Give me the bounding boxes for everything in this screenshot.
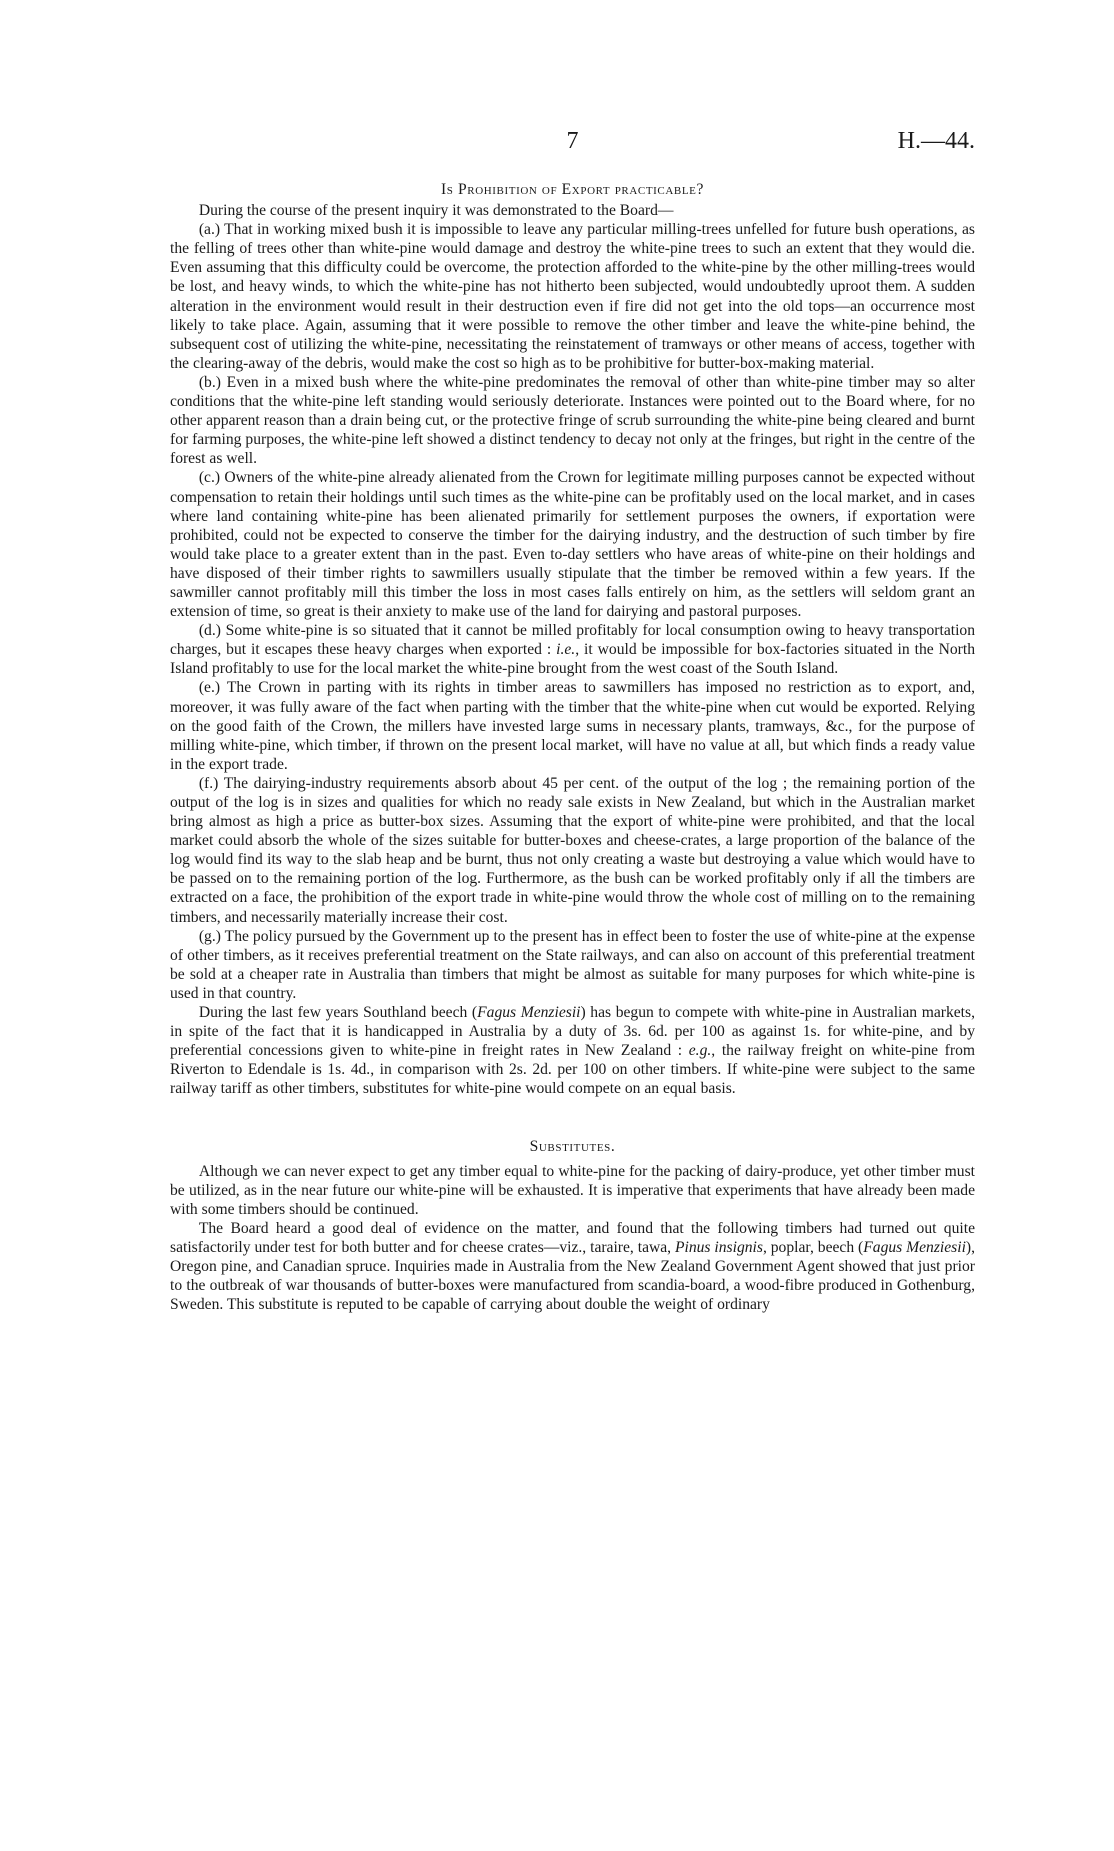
paragraph-substitutes-2 <box>170 1219 975 1314</box>
paragraph-item-a: (a.) That in working mixed bush it is impossible to leave any particular milling-trees unfelled for future bush operations, as the felling of trees other than white-pine would damage and destroy the white-pine trees to such an extent that they would die. Even assuming that this difficulty could be overcome, the protection afforded to the white-pine by the other milling-trees would be lost, and heavy winds, to which the white-pine has not hitherto been subjected, would undoubtedly uproot them. A sudden alteration in the environment would result in their destruction even if fire did not get into the old tops—an occurrence most likely to take place. Again, assuming that it were possible to remove the other timber and leave the white-pine behind, the subsequent cost of utilizing the white-pine, necessitating the reinstatement of tramways or other means of access, together with the clearing-away of the debris, would make the cost so high as to be prohibitive for butter-box-making material. <box>170 221 975 372</box>
substitutes-text-2: , poplar, beech ( <box>762 1238 864 1256</box>
beech-text-1: During the last few years Southland beech ( <box>198 1004 478 1022</box>
section-heading-prohibition: Is Prohibition of Export practicable? <box>440 181 705 198</box>
item-d-text-1: (d.) Some white-pine is so situated that it cannot be milled profitably for local consumption owing to heavy transportation charges, but it escapes these heavy charges when exported : <box>170 622 975 659</box>
substitutes-pinus: Pinus insignis <box>674 1238 763 1256</box>
beech-text-3: , the railway freight on white-pine from Riverton to Edendale is 1s. 4d., in comparison with 2s. 2d. per 100 on other timbers. If white-pine were subject to the same railway tariff as other timbers, substitutes for white-pine would compete on an equal basis. <box>170 1042 975 1098</box>
beech-species: Fagus Menziesii <box>477 1004 581 1022</box>
paragraph-item-g: (g.) The policy pursued by the Government up to the present has in effect been to foster the use of white-pine at the expense of other timbers, as it receives preferential treatment on the State railways, and can also on account of this preferential treatment be sold at a cheaper rate in Australia than timbers that might be almost as suitable for many purposes for which white-pine is used in that country. <box>170 927 975 1002</box>
document-body <box>170 180 975 1314</box>
beech-text-2: ) has begun to compete with white-pine in Australian markets, in spite of the fact that it is handicapped in Australia by a duty of 3s. 6d. per 100 as against 1s. for white-pine, and by preferential concessions given to white-pine in freight rates in New Zealand : <box>170 1004 975 1060</box>
paragraph-item-f: (f.) The dairying-industry requirements absorb about 45 per cent. of the output of the log ; the remaining portion of the output of the log is in sizes and qualities for which no ready sale exists in New Zealand, but which in the Australian market bring almost as high a price as butter-box sizes. Assuming that the export of white-pine were prohibited, and that the local market could absorb the whole of the sizes suitable for butter-boxes and cheese-crates, a large proportion of the balance of the log would find its way to the slab heap and be burnt, thus not only creating a waste but destroying a value which would have to be passed on to the remaining portion of the log. Furthermore, as the bush can be worked profitably only if all the timbers are extracted on a face, the prohibition of the export trade in white-pine would throw the whole cost of milling on to the remaining timbers, and necessarily materially increase their cost. <box>170 774 975 926</box>
page-number: 7 <box>566 128 579 154</box>
paragraph-substitutes-1: Although we can never expect to get any timber equal to white-pine for the packing of dairy-produce, yet other timber must be utilized, as in the near future our white-pine will be exhausted. It is imperative that experiments that have already been made with some timbers should be continued. <box>170 1162 975 1218</box>
paragraph-item-c: (c.) Owners of the white-pine already alienated from the Crown for legitimate milling purposes cannot be expected without compensation to retain their holdings until such times as the white-pine can be profitably used on the local market, and in cases where land containing white-pine has been alienated primarily for settlement purposes the owners, if exportation were prohibited, could not be expected to conserve the timber for the dairying industry, and the destruction of such timber by fire would take place to a greater extent than in the past. Even to-day settlers who have areas of white-pine on their holdings and have disposed of their timber rights to sawmillers usually stipulate that the timber be removed within a few years. If the sawmiller cannot profitably mill this timber the loss in most cases falls entirely on him, as the settlers will seldom grant an extension of time, so great is their anxiety to make use of the land for dairying and pastoral purposes. <box>170 469 975 621</box>
document-reference: H.—44. <box>897 128 975 154</box>
section-heading-substitutes: Substitutes. <box>529 1137 616 1155</box>
substitutes-text-1: The Board heard a good deal of evidence on the matter, and found that the following timbers had turned out quite satisfactorily under test for both butter and for cheese crates—viz., taraire, tawa, <box>170 1219 975 1256</box>
paragraph-item-d <box>170 621 975 678</box>
substitutes-text-3: ), Oregon pine, and Canadian spruce. Inquiries made in Australia from the New Zealand Government Agent showed that just prior to the outbreak of war thousands of butter-boxes were manufactured from scandia-board, a wood-fibre produced in Gothenburg, Sweden. This substitute is reputed to be capable of carrying about double the weight of ordinary <box>170 1238 976 1314</box>
paragraph-beech <box>170 1003 975 1098</box>
paragraph-item-e: (e.) The Crown in parting with its rights in timber areas to sawmillers has imposed no restriction as to export, and, moreover, it was fully aware of the fact when parting with the timber that the white-pine when cut would be exported. Relying on the good faith of the Crown, the millers have invested large sums in necessary plants, tramways, &c., for the purpose of milling white-pine, which timber, if thrown on the present local market, will have no value at all, but which finds a ready value in the export trade. <box>170 679 975 773</box>
substitutes-fagus: Fagus Menziesii <box>863 1238 966 1256</box>
paragraph-item-b: (b.) Even in a mixed bush where the white-pine predominates the removal of other than white-pine timber may so alter conditions that the white-pine left standing would seriously deteriorate. Instances were pointed out to the Board where, for no other apparent reason than a drain being cut, or the protective fringe of scrub surrounding the white-pine being cleared and burnt for farming purposes, the white-pine left showed a distinct tendency to decay not only at the fringes, but right in the centre of the forest as well. <box>170 373 975 468</box>
beech-eg: e.g. <box>688 1042 712 1060</box>
item-d-text-2: , it would be impossible for box-factories situated in the North Island profitably to use for the local market the white-pine brought from the west coast of the South Island. <box>170 641 975 678</box>
item-d-ie: i.e. <box>556 641 576 659</box>
paragraph-intro: During the course of the present inquiry it was demonstrated to the Board— <box>198 202 674 220</box>
page-header <box>170 128 975 168</box>
